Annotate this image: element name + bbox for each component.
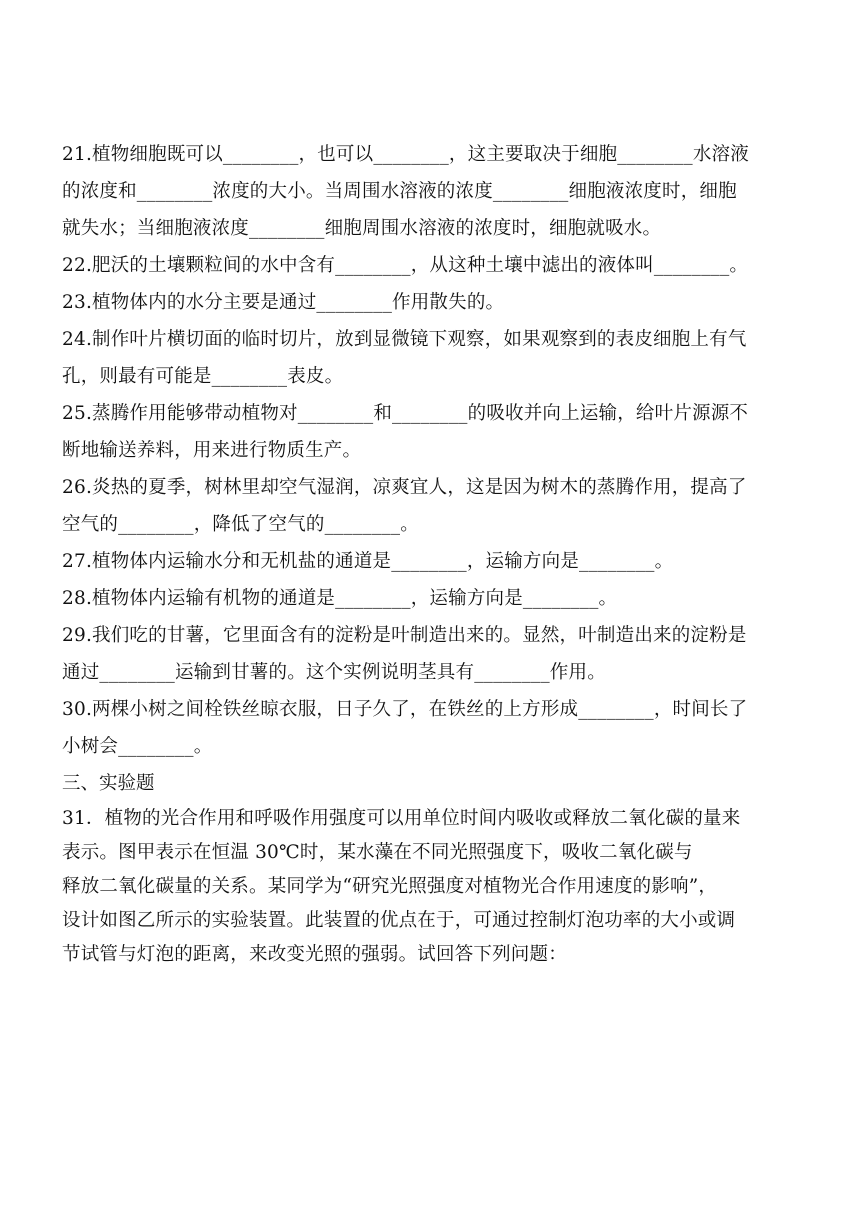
section-heading-experiment: 三、实验题 <box>62 773 155 794</box>
question-23-line-1: 23.植物体内的水分主要是通过________作用散失的。 <box>62 292 505 313</box>
question-21-line-1: 21.植物细胞既可以________，也可以________，这主要取决于细胞________水溶液 <box>62 144 749 165</box>
question-29-line-2: 通过________运输到甘薯的。这个实例说明茎具有________作用。 <box>62 662 606 683</box>
question-31-line-1: 31．植物的光合作用和呼吸作用强度可以用单位时间内吸收或释放二氧化碳的量来 <box>62 808 741 829</box>
document-page <box>62 136 802 972</box>
question-25-line-1: 25.蒸腾作用能够带动植物对________和________的吸收并向上运输，给叶片源源不 <box>62 403 749 424</box>
question-21-line-3: 就失水；当细胞液浓度________细胞周围水溶液的浓度时，细胞就吸水。 <box>62 218 662 239</box>
question-24 <box>62 321 802 395</box>
question-31-line-5: 节试管与灯泡的距离，来改变光照的强弱。试回答下列问题： <box>62 944 567 965</box>
question-31 <box>62 802 802 972</box>
question-21-line-2: 的浓度和________浓度的大小。当周围水溶液的浓度________细胞液浓度时，细胞 <box>62 181 737 202</box>
question-28 <box>62 580 802 617</box>
question-30-line-2: 小树会________。 <box>62 736 213 757</box>
question-29-line-1: 29.我们吃的甘薯，它里面含有的淀粉是叶制造出来的。显然，叶制造出来的淀粉是 <box>62 625 747 646</box>
question-31-line-4: 设计如图乙所示的实验装置。此装置的优点在于，可通过控制灯泡功率的大小或调 <box>62 910 736 931</box>
question-26-line-1: 26.炎热的夏季，树林里却空气湿润，凉爽宜人，这是因为树木的蒸腾作用，提高了 <box>62 477 747 498</box>
question-22-line-1: 22.肥沃的土壤颗粒间的水中含有________，从这种土壤中滤出的液体叫________。 <box>62 255 749 276</box>
question-28-line-1: 28.植物体内运输有机物的通道是________，运输方向是________。 <box>62 588 618 609</box>
question-30-line-1: 30.两棵小树之间栓铁丝晾衣服，日子久了，在铁丝的上方形成________，时间长了 <box>62 699 748 720</box>
question-31-line-2: 表示。图甲表示在恒温 30℃时，某水藻在不同光照强度下，吸收二氧化碳与 <box>62 842 693 863</box>
question-25-line-2: 断地输送养料，用来进行物质生产。 <box>62 440 362 461</box>
question-31-line-3: 释放二氧化碳量的关系。某同学为“研究光照强度对植物光合作用速度的影响”， <box>62 876 718 897</box>
question-27-line-1: 27.植物体内运输水分和无机盐的通道是________，运输方向是________。 <box>62 551 674 572</box>
question-24-line-2: 孔，则最有可能是________表皮。 <box>62 366 344 387</box>
question-26-line-2: 空气的________，降低了空气的________。 <box>62 514 419 535</box>
question-29 <box>62 617 802 691</box>
question-21 <box>62 136 802 247</box>
question-22 <box>62 247 802 284</box>
question-25 <box>62 395 802 469</box>
question-27 <box>62 543 802 580</box>
question-30 <box>62 691 802 765</box>
question-23 <box>62 284 802 321</box>
question-24-line-1: 24.制作叶片横切面的临时切片，放到显微镜下观察，如果观察到的表皮细胞上有气 <box>62 329 747 350</box>
question-26 <box>62 469 802 543</box>
